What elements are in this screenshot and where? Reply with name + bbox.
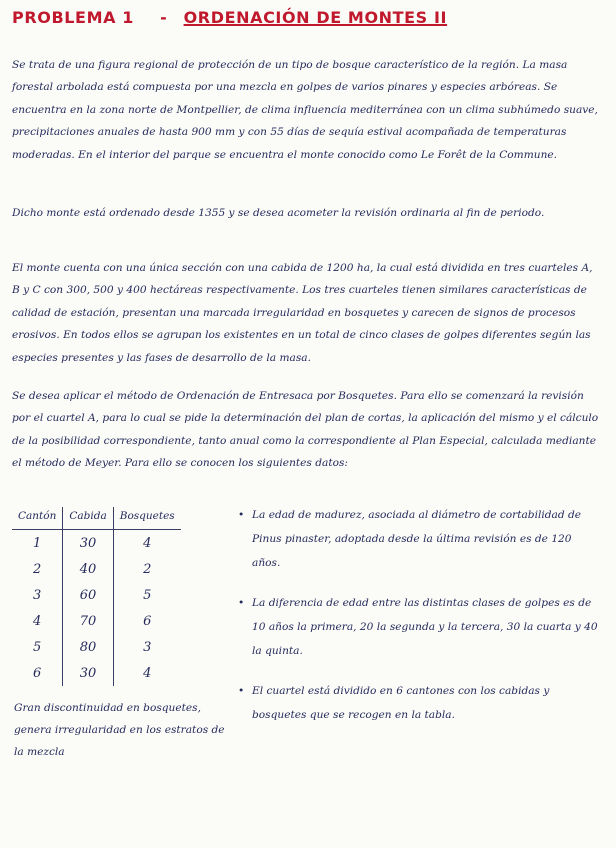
table-row <box>12 556 181 582</box>
table-cell: 3 <box>113 634 180 660</box>
table-row <box>12 660 181 686</box>
page-title <box>12 8 447 27</box>
table-cell: 60 <box>63 582 113 608</box>
table-cell: 30 <box>63 530 113 557</box>
table-note: Gran discontinuidad en bosquetes, genera irregularidad en los estratos de la mezcla <box>14 702 225 758</box>
table-header-cabida: Cabida <box>63 507 113 530</box>
title-topic: ORDENACIÓN DE MONTES II <box>183 8 448 27</box>
table-cell: 6 <box>33 665 42 681</box>
table-cell: 5 <box>113 582 180 608</box>
table-cell: 4 <box>113 660 180 686</box>
table-cell: 3 <box>33 587 42 603</box>
table-header-canton: Cantón <box>12 507 63 530</box>
title-problem: PROBLEMA 1 <box>12 8 134 27</box>
paragraph-task: Se desea aplicar el método de Ordenación de Entresaca por Bosquetes. Para ello se comenzará la revisión por el cuartel A, para lo cual se pide la determinación del plan de cortas, la aplicación del mismo y el cálculo de la posibilidad correspondiente, tanto anual como la correspondiente al Plan Especial, calculada mediante el método de Meyer. Para ello se conocen los siguientes datos: <box>12 390 599 470</box>
title-dash: - <box>160 8 168 27</box>
table-cell: 40 <box>63 556 113 582</box>
table-cell: 70 <box>63 608 113 634</box>
table-cell: 30 <box>63 660 113 686</box>
bullet-item: • La edad de madurez, asociada al diámetro de cortabilidad de Pinus pinaster, adoptada desde la última revisión es de 120 años. <box>238 503 598 575</box>
paragraph-sections: El monte cuenta con una única sección con una cabida de 1200 ha, la cual está dividida en tres cuarteles A, B y C con 300, 500 y 400 hectáreas respectivamente. Los tres cuarteles tienen similares características de calidad de estación, presentan una marcada irregularidad en bosquetes y carecen de signos de procesos erosivos. En todos ellos se agrupan los existentes en un total de cinco clases de golpes diferentes según las especies presentes y las fases de desarrollo de la masa. <box>12 262 593 364</box>
table-cell: 2 <box>33 561 42 577</box>
table-cell: 4 <box>113 530 180 557</box>
bullet-item: • El cuartel está dividido en 6 cantones con los cabidas y bosquetes que se recogen en la tabla. <box>238 679 598 727</box>
paragraph-ordination: Dicho monte está ordenado desde 1355 y se desea acometer la revisión ordinaria al fin de periodo. <box>12 207 545 219</box>
paragraph-intro: Se trata de una figura regional de protección de un tipo de bosque característico de la región. La masa forestal arbolada está compuesta por una mezcla en golpes de varios pinares y especies arbóreas. Se encuentra en la zona norte de Montpellier, de clima influencia mediterránea con un clima subhúmedo suave, precipitaciones anuales de hasta 900 mm y con 55 días de sequía estival acompañada de temperaturas moderadas. En el interior del parque se encuentra el monte conocido como Le Forêt de la Commune. <box>12 59 598 161</box>
table-cell: 80 <box>63 634 113 660</box>
table-cell: 4 <box>33 613 42 629</box>
table-cell: 6 <box>113 608 180 634</box>
table-header-bosquetes: Bosquetes <box>113 507 180 530</box>
table-cell: 1 <box>33 535 42 551</box>
table-cell: 5 <box>33 639 42 655</box>
bullet-item: • La diferencia de edad entre las distintas clases de golpes es de 10 años la primera, 20 la segunda y la tercera, 30 la cuarta y 40 la quinta. <box>238 591 598 663</box>
table-row <box>12 530 181 557</box>
table-row <box>12 608 181 634</box>
data-table <box>12 507 181 686</box>
table-cell: 2 <box>113 556 180 582</box>
data-bullet-list <box>238 503 598 743</box>
table-row <box>12 582 181 608</box>
table-header-row <box>12 507 181 530</box>
table-row <box>12 634 181 660</box>
